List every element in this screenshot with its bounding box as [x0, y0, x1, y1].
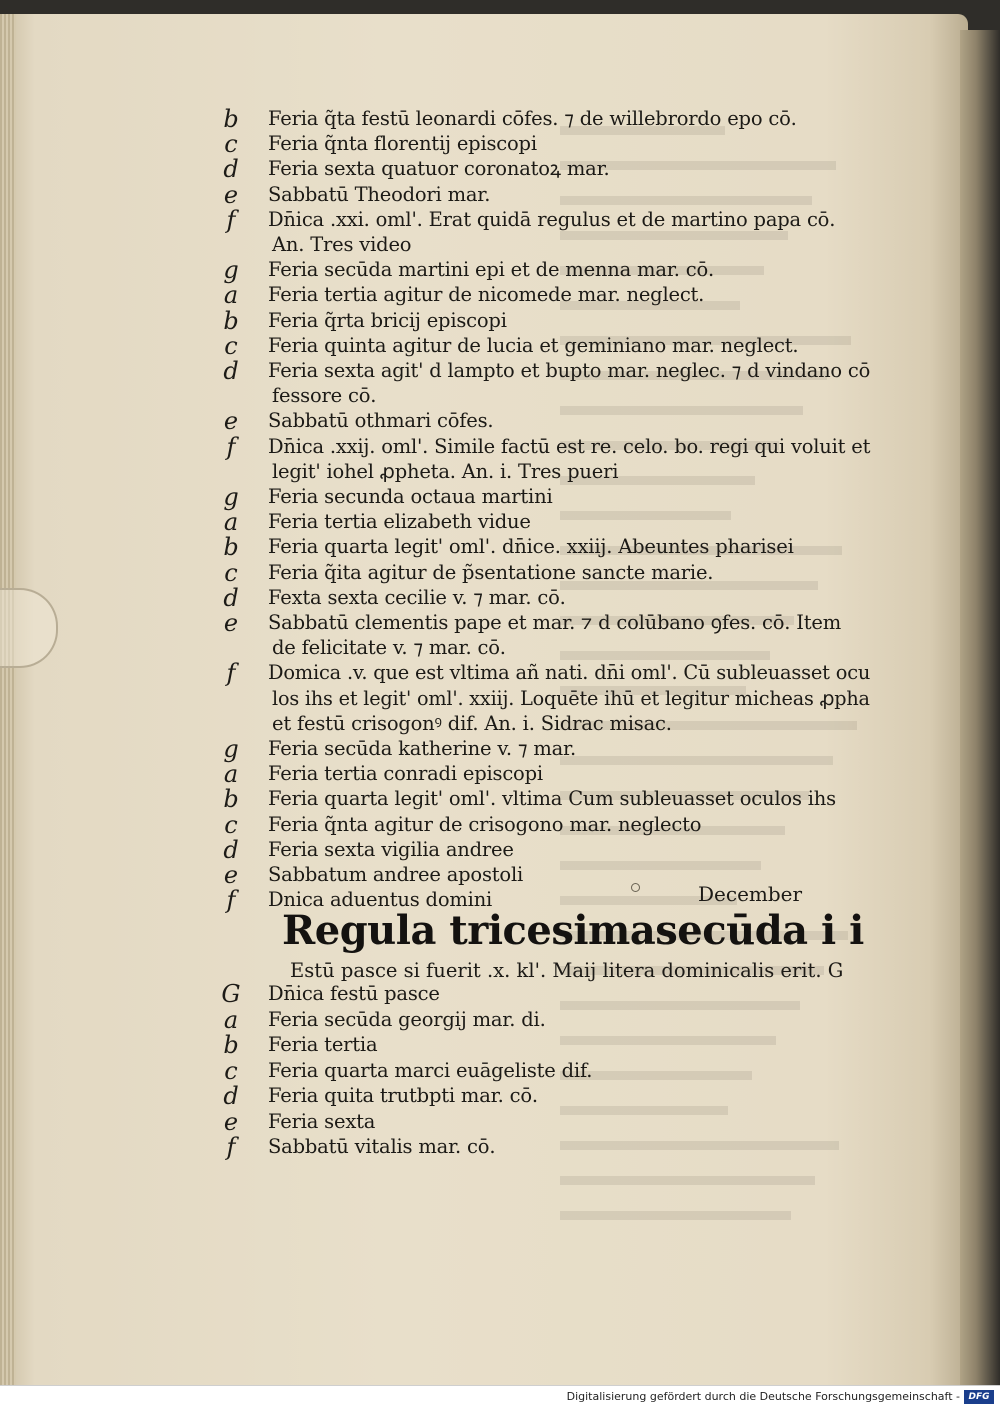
footer-bar [0, 1385, 1000, 1408]
calendar-entry: Feria sexta agit' d lampto et bupto mar. neglec. ⁊ d vindano cō [268, 359, 871, 382]
dominical-letter: a [223, 760, 239, 789]
dominical-letter: c [224, 1056, 238, 1085]
dominical-letter: a [223, 508, 239, 537]
calendar-entry: Feria tertia [268, 1033, 378, 1056]
dominical-letter: G [221, 980, 241, 1008]
calendar-entry: de felicitate v. ⁊ mar. cō. [272, 636, 506, 660]
calendar-entry: Feria secūda katherine v. ⁊ mar. [268, 737, 577, 760]
rule-subheading: Estū pasce si fuerit .x. kl'. Maij litera dominicalis erit. G [290, 959, 844, 982]
dfg-logo: DFG [964, 1390, 994, 1404]
calendar-entry: Feria quarta marci euāgeliste dif. [268, 1058, 593, 1082]
dominical-letter: e [223, 861, 239, 889]
dominical-letter: g [223, 256, 239, 285]
dominical-letter: d [223, 583, 239, 612]
dominical-letter: g [223, 735, 239, 763]
calendar-entry: legit' iohel ꝓpheta. An. i. Tres pueri [272, 459, 619, 483]
calendar-entry: Domica .v. que est vltima añ nati. dn̄i oml'. Cū subleuasset ocu [268, 661, 871, 685]
calendar-entry: Feria secūda martini epi et de menna mar. cō. [268, 258, 715, 282]
calendar-entry: Feria sexta vigilia andree [268, 837, 514, 861]
calendar-entry: Sabbatū vitalis mar. cō. [268, 1135, 496, 1158]
dominical-letter: d [223, 357, 239, 385]
page-hole [631, 883, 640, 892]
calendar-entry: Dn̄ica festū pasce [268, 982, 440, 1005]
dominical-letter: e [223, 609, 239, 637]
footer-credit: Digitalisierung gefördert durch die Deutsche Forschungsgemeinschaft - [566, 1390, 960, 1403]
dominical-letter: e [223, 407, 239, 436]
dominical-letter: b [223, 785, 239, 814]
month-label: December [698, 882, 803, 906]
calendar-entry: Feria q̃ita agitur de p̃sentatione sancte marie. [268, 560, 714, 584]
calendar-entry: Feria quarta legit' oml'. dn̄ice. xxiij. Abeuntes pharisei [268, 535, 794, 559]
dominical-letter: d [223, 1082, 239, 1110]
calendar-entry: Feria q̃nta florentij episcopi [268, 132, 537, 156]
calendar-entry: Feria quinta agitur de lucia et geminiano mar. neglect. [268, 333, 799, 357]
calendar-entry: Dnica aduentus domini [268, 888, 493, 912]
calendar-entry: An. Tres video [272, 233, 412, 256]
dominical-letter: f [226, 1133, 236, 1161]
calendar-entry: Feria q̃rta bricij episcopi [268, 308, 507, 332]
calendar-entry: Feria quita trutbpti mar. cō. [268, 1084, 538, 1107]
dominical-letter: b [223, 533, 239, 562]
calendar-entry: Sabbatū othmari cōfes. [268, 409, 494, 433]
rule-heading: Regula tricesimasecūda i i [282, 907, 864, 954]
calendar-entry: et festū crisogonꝰ dif. An. i. Sidrac misac. [272, 711, 672, 735]
dominical-letter: a [223, 1005, 239, 1034]
calendar-entry: Dn̄ica .xxij. oml'. Simile factū est re. celo. bo. regi qui voluit et [268, 434, 871, 458]
dominical-letter: g [223, 483, 239, 511]
dominical-letter: f [226, 205, 236, 234]
calendar-entry: Sabbatum andree apostoli [268, 863, 524, 886]
calendar-entry: Feria quarta legit' oml'. vltima Cum subleuasset oculos ihs [268, 787, 836, 811]
calendar-entry: Sabbatū clementis pape et mar. ⁊ d colūbano ꝯfes. cō. Item [268, 611, 842, 634]
calendar-entry: Feria sexta quatuor coronatoꝝ mar. [268, 157, 610, 181]
dominical-letter: b [223, 105, 239, 133]
dominical-letter: b [223, 1031, 239, 1059]
dominical-letter: c [224, 130, 238, 159]
dominical-letter: a [223, 281, 239, 310]
dominical-letter: f [226, 659, 236, 688]
dominical-letter: e [223, 1107, 239, 1136]
calendar-entry: Sabbatū Theodori mar. [268, 182, 491, 206]
calendar-entry: fessore cō. [272, 384, 377, 408]
dominical-letter: d [223, 835, 239, 864]
calendar-entry: Fexta sexta cecilie v. ⁊ mar. cō. [268, 585, 566, 609]
dominical-letter: c [224, 558, 238, 587]
calendar-entry: Feria q̃nta agitur de crisogono mar. neglecto [268, 812, 702, 836]
dominical-letter: f [226, 886, 236, 915]
dominical-letter: d [223, 155, 239, 184]
calendar-entry: Feria secūda georgij mar. di. [268, 1007, 546, 1031]
calendar-entry: Feria q̃ta festū leonardi cōfes. ⁊ de willebrordo epo cō. [268, 107, 797, 130]
dominical-letter: e [223, 180, 239, 209]
calendar-entry: Feria tertia elizabeth vidue [268, 510, 531, 534]
calendar-entry: los ihs et legit' oml'. xxiij. Loquēte ihū et legitur micheas ꝓpha [272, 686, 870, 710]
dominical-letter: f [226, 432, 236, 461]
dominical-letter: c [224, 810, 238, 839]
calendar-entry: Feria tertia conradi episcopi [268, 762, 543, 786]
calendar-entry: Feria secunda octaua martini [268, 485, 553, 508]
calendar-entry: Feria sexta [268, 1109, 376, 1133]
dominical-letter: b [223, 306, 239, 335]
calendar-entry: Dn̄ica .xxi. oml'. Erat quidā regulus et de martino papa cō. [268, 207, 836, 231]
calendar-entry: Feria tertia agitur de nicomede mar. neglect. [268, 283, 705, 307]
dominical-letter: c [224, 331, 238, 360]
